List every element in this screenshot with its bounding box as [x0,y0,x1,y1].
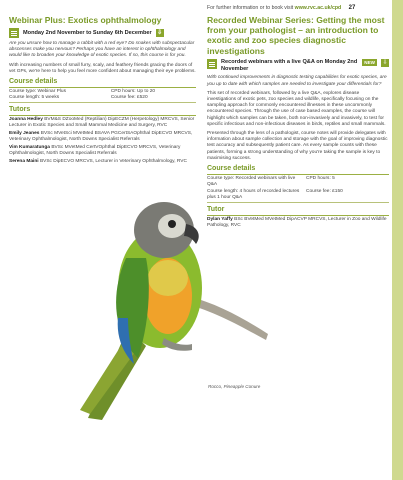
calendar-icon [207,59,217,69]
intro-italic: With continued improvements in diagnostic testing capabilities for exotic species, are you up to date with which samples are needed to investigate your differentials for? [207,75,387,87]
divider [207,174,389,175]
course-fee: Course fee: £150 [306,188,343,194]
course-type: Course type: Webinar Plus [9,89,66,95]
tutor-entry [9,159,196,165]
date-row [9,28,196,38]
course-length: Course length: 5 weeks [9,95,60,101]
tutor-details: BVM&S DZooMed (Reptilian) DipECZM (Herpetology) MRCVS, Senior Lecturer in Exotic Species and Small Mammal Medicine and Surgery, RVC [9,116,195,128]
tutor-name: Joanna Hedley [9,116,43,122]
header-prefix: For further information or to book visit [207,5,294,11]
intro-text: With increasing numbers of small furry, scaly, and feathery friends gracing the doors of vet GPs, we're here to help you feel more confident about managing their eye problems. [9,62,196,74]
tutor-details: BVSc DipECVO MRCVS, Lecturer in Veterinary Ophthalmology, RVC [39,159,187,165]
tutor-details: BVSc MVetMed CertVOphthal DipECVO MRCVS, Veterinary Ophthalmologist, North Downs Specialist Referrals [9,145,181,157]
booking-link[interactable]: www.rvc.ac.uk/cpd [294,5,342,11]
cpd-hours: CPD hours: Up to 20 [110,89,156,95]
description-paragraph: Presented through the lens of a pathologist, course notes will provide delegates with information about sample collection and storage with the goal of improving diagnostic test accuracy and subsequently patient care. As every sample counts with these patients, forming a strong understanding of why you're taking the sample is key to maximising success. [207,131,388,161]
tutor-details: BVSc MVetSci MVetMed BSAVA PGCertSAOphthal DipECVO MRCVS, Veterinary Ophthalmologist, North Downs Specialist Referrals [9,131,193,143]
description-paragraph: This set of recorded webinars, followed by a live Q&A, explores disease investigations of exotic pets, zoo species and wildlife, specifically focusing on the sampling approach for commonly encountered illnesses in these uncommonly encountered species. Through the use of case based examples, the course will highlight which samples can be taken, both non-invasively and invasively, to test for specific infectious and non-infectious diseases in birds, reptiles and small mammals. [207,90,386,127]
divider [9,115,196,116]
tutor-entry [9,131,196,143]
webinar-title: Webinar Plus: Exotics ophthalmology [9,15,162,25]
live-qa-note: Recorded webinars with a live Q&A on Monday 2nd November [221,58,358,72]
intro-italic: Are you unsure how to manage a rabbit with a red eye? Do snakes with subspectacular abscesses make you nervous? Perhaps you have an interest in ophthalmology and would like to broaden your knowledge of exotic species. If so, this course is for you. [9,41,195,59]
tutor-entry [9,145,196,157]
tutor-details: BSc BVetMed MVetMed DipACVP MRCVS, Lecturer in Zoo and Wildlife Pathology, RVC [207,216,387,228]
calendar-icon [9,28,19,38]
tutor-name: Vim Kumaratunga [9,145,50,151]
page-edge-tab [392,0,403,480]
course-details-heading: Course details [9,78,58,86]
tutor-heading: Tutor [207,205,225,213]
left-course-column [9,15,196,167]
new-badge: NEW [364,59,375,65]
tutor-entry [9,117,196,129]
tutor-name: Serena Maini [9,159,39,165]
cpd-hours: CPD hours: 5 [306,176,335,182]
course-length: Course length: 4 hours of recorded lectures plus 1 hour Q&A [207,188,300,201]
page-header [207,5,390,11]
download-icon[interactable]: ⇩ [157,30,163,36]
course-details-heading: Course details [207,165,256,173]
tutor-name: Emily Jeanes [9,131,40,137]
divider [9,87,196,88]
course-fee: Course fee: £520 [110,95,148,101]
course-details-table [9,89,196,103]
tutors-heading: Tutors [9,105,31,113]
photo-caption: Rocco, Pineapple Conure [208,384,261,389]
badge-row [207,59,389,73]
tutor-name: Dylan Yaffy [207,216,233,222]
download-icon[interactable]: ⇩ [382,59,388,66]
recorded-series-title: Recorded Webinar Series: Getting the most from your pathologist – an introduction to exotic and zoo species diagnostic investigations [207,15,385,56]
page-number: 27 [348,5,356,11]
course-type: Course type: Recorded webinars with live Q&A [207,176,296,188]
course-dates: Monday 2nd November to Sunday 6th December [23,30,152,36]
